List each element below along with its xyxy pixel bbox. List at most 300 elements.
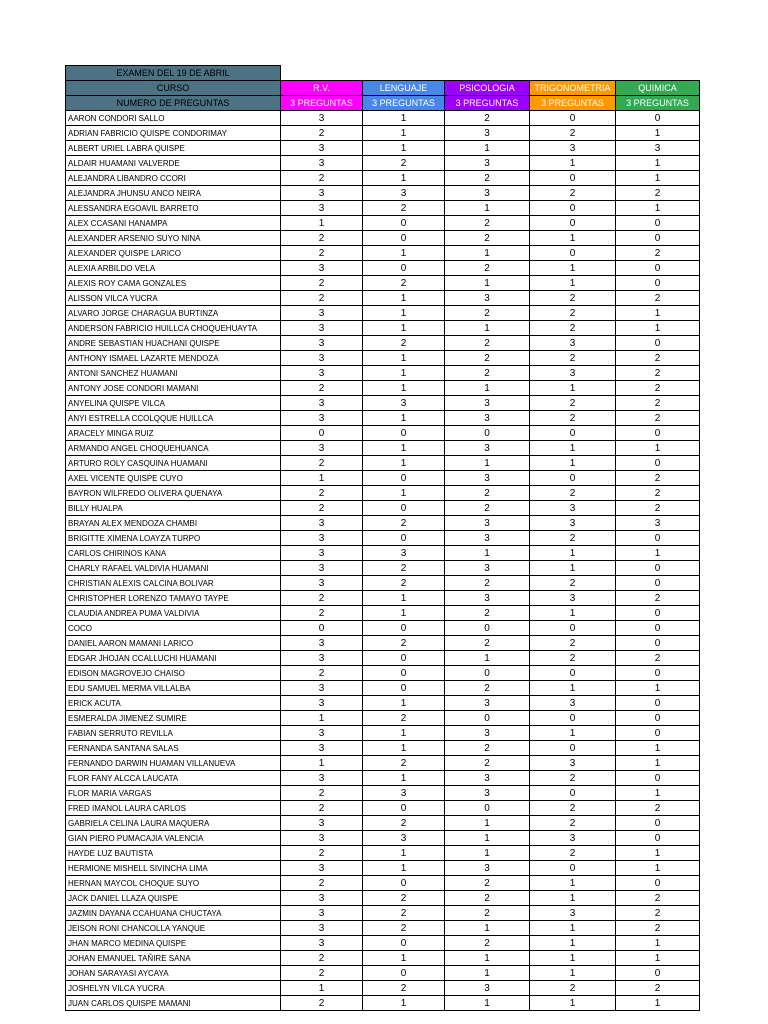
score-cell[interactable]: 2: [445, 216, 530, 231]
score-cell[interactable]: 2: [363, 201, 445, 216]
score-cell[interactable]: 2: [281, 951, 363, 966]
score-cell[interactable]: 1: [530, 606, 616, 621]
score-cell[interactable]: 1: [616, 171, 700, 186]
subject-name-cell[interactable]: TRIGONOMETRIA: [530, 81, 616, 96]
score-cell[interactable]: 3: [281, 681, 363, 696]
score-cell[interactable]: 3: [281, 201, 363, 216]
score-cell[interactable]: 1: [530, 726, 616, 741]
score-cell[interactable]: 0: [616, 531, 700, 546]
score-cell[interactable]: 3: [530, 756, 616, 771]
score-cell[interactable]: 3: [281, 306, 363, 321]
score-cell[interactable]: 3: [530, 336, 616, 351]
score-cell[interactable]: 3: [281, 921, 363, 936]
score-cell[interactable]: 2: [363, 816, 445, 831]
score-cell[interactable]: 1: [363, 741, 445, 756]
student-name-cell[interactable]: CHRISTIAN ALEXIS CALCINA BOLIVAR: [66, 576, 281, 591]
score-cell[interactable]: 2: [281, 231, 363, 246]
score-cell[interactable]: 0: [530, 741, 616, 756]
student-name-cell[interactable]: FABIAN SERRUTO REVILLA: [66, 726, 281, 741]
score-cell[interactable]: 3: [445, 396, 530, 411]
student-name-cell[interactable]: FLOR FANY ALCCA LAUCATA: [66, 771, 281, 786]
score-cell[interactable]: 2: [616, 906, 700, 921]
score-cell[interactable]: 0: [445, 666, 530, 681]
score-cell[interactable]: 2: [616, 351, 700, 366]
student-name-cell[interactable]: COCO: [66, 621, 281, 636]
score-cell[interactable]: 0: [616, 696, 700, 711]
student-name-cell[interactable]: BRAYAN ALEX MENDOZA CHAMBI: [66, 516, 281, 531]
score-cell[interactable]: 0: [616, 576, 700, 591]
score-cell[interactable]: 3: [616, 516, 700, 531]
score-cell[interactable]: 1: [281, 711, 363, 726]
score-cell[interactable]: 2: [445, 366, 530, 381]
student-name-cell[interactable]: ARTURO ROLY CASQUINA HUAMANI: [66, 456, 281, 471]
score-cell[interactable]: 3: [281, 906, 363, 921]
score-cell[interactable]: 1: [445, 456, 530, 471]
score-cell[interactable]: 1: [363, 591, 445, 606]
score-cell[interactable]: 0: [530, 666, 616, 681]
score-cell[interactable]: 3: [281, 936, 363, 951]
score-cell[interactable]: 1: [445, 546, 530, 561]
score-cell[interactable]: 2: [530, 306, 616, 321]
score-cell[interactable]: 3: [281, 861, 363, 876]
score-cell[interactable]: 2: [281, 591, 363, 606]
curso-label-cell[interactable]: CURSO: [66, 81, 281, 96]
score-cell[interactable]: 3: [530, 366, 616, 381]
score-cell[interactable]: 2: [530, 486, 616, 501]
score-cell[interactable]: 3: [363, 786, 445, 801]
score-cell[interactable]: 2: [281, 786, 363, 801]
student-name-cell[interactable]: BRIGITTE XIMENA LOAYZA TURPO: [66, 531, 281, 546]
score-cell[interactable]: 1: [616, 936, 700, 951]
score-cell[interactable]: 2: [445, 906, 530, 921]
student-name-cell[interactable]: ESMERALDA JIMENEZ SUMIRE: [66, 711, 281, 726]
score-cell[interactable]: 0: [530, 861, 616, 876]
score-cell[interactable]: 3: [363, 396, 445, 411]
student-name-cell[interactable]: FRED IMANOL LAURA CARLOS: [66, 801, 281, 816]
subject-questions-cell[interactable]: 3 PREGUNTAS: [616, 96, 700, 111]
score-cell[interactable]: 1: [363, 486, 445, 501]
score-cell[interactable]: 3: [281, 141, 363, 156]
score-cell[interactable]: 3: [445, 441, 530, 456]
score-cell[interactable]: 2: [530, 576, 616, 591]
score-cell[interactable]: 3: [445, 411, 530, 426]
score-cell[interactable]: 2: [530, 816, 616, 831]
score-cell[interactable]: 3: [363, 831, 445, 846]
score-cell[interactable]: 2: [363, 156, 445, 171]
subject-name-cell[interactable]: QUIMICA: [616, 81, 700, 96]
score-cell[interactable]: 1: [445, 951, 530, 966]
score-cell[interactable]: 3: [281, 441, 363, 456]
score-cell[interactable]: 2: [616, 246, 700, 261]
score-cell[interactable]: 2: [281, 501, 363, 516]
score-cell[interactable]: 3: [281, 351, 363, 366]
student-name-cell[interactable]: ALESSANDRA EGOAVIL BARRETO: [66, 201, 281, 216]
score-cell[interactable]: 2: [616, 411, 700, 426]
score-cell[interactable]: 2: [530, 636, 616, 651]
score-cell[interactable]: 3: [445, 981, 530, 996]
score-cell[interactable]: 2: [281, 126, 363, 141]
score-cell[interactable]: 0: [616, 621, 700, 636]
score-cell[interactable]: 3: [445, 771, 530, 786]
score-cell[interactable]: 0: [363, 471, 445, 486]
score-cell[interactable]: 1: [445, 846, 530, 861]
score-cell[interactable]: 3: [445, 786, 530, 801]
score-cell[interactable]: 3: [281, 771, 363, 786]
student-name-cell[interactable]: ALEJANDRA LIBANDRO CCORI: [66, 171, 281, 186]
score-cell[interactable]: 0: [616, 606, 700, 621]
score-cell[interactable]: 0: [363, 876, 445, 891]
score-cell[interactable]: 1: [616, 306, 700, 321]
score-cell[interactable]: 1: [363, 951, 445, 966]
student-name-cell[interactable]: BILLY HUALPA: [66, 501, 281, 516]
score-cell[interactable]: 3: [281, 261, 363, 276]
score-cell[interactable]: 1: [363, 366, 445, 381]
score-cell[interactable]: 2: [281, 276, 363, 291]
score-cell[interactable]: 0: [616, 231, 700, 246]
student-name-cell[interactable]: ANTONY JOSE CONDORI MAMANI: [66, 381, 281, 396]
score-cell[interactable]: 2: [530, 126, 616, 141]
score-cell[interactable]: 2: [445, 351, 530, 366]
student-name-cell[interactable]: GIAN PIERO PUMACAJIA VALENCIA: [66, 831, 281, 846]
score-cell[interactable]: 0: [363, 966, 445, 981]
score-cell[interactable]: 3: [530, 141, 616, 156]
score-cell[interactable]: 2: [445, 606, 530, 621]
score-cell[interactable]: 1: [363, 246, 445, 261]
score-cell[interactable]: 2: [281, 606, 363, 621]
score-cell[interactable]: 0: [616, 966, 700, 981]
score-cell[interactable]: 2: [445, 486, 530, 501]
subject-questions-cell[interactable]: 3 PREGUNTAS: [281, 96, 363, 111]
score-cell[interactable]: 3: [445, 561, 530, 576]
score-cell[interactable]: 1: [616, 756, 700, 771]
score-cell[interactable]: 0: [530, 711, 616, 726]
student-name-cell[interactable]: ANTONI SANCHEZ HUAMANI: [66, 366, 281, 381]
score-cell[interactable]: 0: [363, 801, 445, 816]
score-cell[interactable]: 2: [616, 486, 700, 501]
student-name-cell[interactable]: JOSHELYN VILCA YUCRA: [66, 981, 281, 996]
subject-questions-cell[interactable]: 3 PREGUNTAS: [530, 96, 616, 111]
score-cell[interactable]: 0: [363, 621, 445, 636]
student-name-cell[interactable]: EDISON MAGROVEJO CHAISO: [66, 666, 281, 681]
score-cell[interactable]: 0: [616, 276, 700, 291]
score-cell[interactable]: 3: [445, 861, 530, 876]
score-cell[interactable]: 1: [363, 306, 445, 321]
score-cell[interactable]: 3: [445, 516, 530, 531]
score-cell[interactable]: 2: [363, 636, 445, 651]
score-cell[interactable]: 2: [445, 576, 530, 591]
score-cell[interactable]: 1: [616, 861, 700, 876]
score-cell[interactable]: 2: [445, 261, 530, 276]
score-cell[interactable]: 1: [530, 441, 616, 456]
student-name-cell[interactable]: ALEXIS ROY CAMA GONZALES: [66, 276, 281, 291]
score-cell[interactable]: 1: [530, 546, 616, 561]
score-cell[interactable]: 0: [445, 711, 530, 726]
score-cell[interactable]: 2: [363, 756, 445, 771]
score-cell[interactable]: 1: [530, 381, 616, 396]
score-cell[interactable]: 2: [445, 891, 530, 906]
score-cell[interactable]: 1: [445, 921, 530, 936]
score-cell[interactable]: 3: [281, 186, 363, 201]
score-cell[interactable]: 0: [530, 216, 616, 231]
student-name-cell[interactable]: FLOR MARIA VARGAS: [66, 786, 281, 801]
score-cell[interactable]: 0: [616, 816, 700, 831]
student-name-cell[interactable]: CARLOS CHIRINOS KANA: [66, 546, 281, 561]
score-cell[interactable]: 2: [616, 981, 700, 996]
score-cell[interactable]: 0: [530, 621, 616, 636]
score-cell[interactable]: 1: [445, 651, 530, 666]
score-cell[interactable]: 1: [530, 231, 616, 246]
score-cell[interactable]: 0: [616, 261, 700, 276]
score-cell[interactable]: 2: [616, 366, 700, 381]
student-name-cell[interactable]: ARMANDO ANGEL CHOQUEHUANCA: [66, 441, 281, 456]
score-cell[interactable]: 0: [616, 216, 700, 231]
student-name-cell[interactable]: HERNAN MAYCOL CHOQUE SUYO: [66, 876, 281, 891]
score-cell[interactable]: 0: [616, 456, 700, 471]
score-cell[interactable]: 2: [363, 921, 445, 936]
score-cell[interactable]: 1: [530, 276, 616, 291]
score-cell[interactable]: 1: [363, 381, 445, 396]
student-name-cell[interactable]: ANYELINA QUISPE VILCA: [66, 396, 281, 411]
score-cell[interactable]: 0: [281, 426, 363, 441]
student-name-cell[interactable]: GABRIELA CELINA LAURA MAQUERA: [66, 816, 281, 831]
score-cell[interactable]: 0: [530, 471, 616, 486]
score-cell[interactable]: 3: [281, 741, 363, 756]
score-cell[interactable]: 1: [363, 111, 445, 126]
score-cell[interactable]: 3: [281, 516, 363, 531]
score-cell[interactable]: 0: [616, 636, 700, 651]
score-cell[interactable]: 2: [445, 111, 530, 126]
score-cell[interactable]: 3: [530, 516, 616, 531]
score-cell[interactable]: 1: [530, 891, 616, 906]
score-cell[interactable]: 0: [281, 621, 363, 636]
score-cell[interactable]: 0: [616, 336, 700, 351]
score-cell[interactable]: 1: [363, 141, 445, 156]
score-cell[interactable]: 1: [530, 921, 616, 936]
student-name-cell[interactable]: JHAN MARCO MEDINA QUISPE: [66, 936, 281, 951]
subject-questions-cell[interactable]: 3 PREGUNTAS: [363, 96, 445, 111]
score-cell[interactable]: 1: [616, 201, 700, 216]
score-cell[interactable]: 1: [363, 996, 445, 1011]
score-cell[interactable]: 3: [530, 831, 616, 846]
score-cell[interactable]: 3: [281, 336, 363, 351]
score-cell[interactable]: 0: [363, 681, 445, 696]
score-cell[interactable]: 0: [363, 426, 445, 441]
score-cell[interactable]: 2: [281, 996, 363, 1011]
score-cell[interactable]: 2: [363, 516, 445, 531]
score-cell[interactable]: 1: [363, 696, 445, 711]
score-cell[interactable]: 0: [530, 426, 616, 441]
score-cell[interactable]: 0: [363, 531, 445, 546]
score-cell[interactable]: 0: [616, 111, 700, 126]
score-cell[interactable]: 1: [445, 996, 530, 1011]
score-cell[interactable]: 2: [445, 231, 530, 246]
score-cell[interactable]: 2: [530, 846, 616, 861]
score-cell[interactable]: 3: [445, 531, 530, 546]
score-cell[interactable]: 1: [616, 786, 700, 801]
score-cell[interactable]: 3: [363, 186, 445, 201]
score-cell[interactable]: 2: [530, 651, 616, 666]
subject-name-cell[interactable]: R.V.: [281, 81, 363, 96]
score-cell[interactable]: 2: [530, 321, 616, 336]
score-cell[interactable]: 1: [363, 291, 445, 306]
score-cell[interactable]: 1: [616, 741, 700, 756]
student-name-cell[interactable]: ALDAIR HUAMANI VALVERDE: [66, 156, 281, 171]
score-cell[interactable]: 1: [363, 441, 445, 456]
score-cell[interactable]: 2: [616, 501, 700, 516]
score-cell[interactable]: 3: [281, 651, 363, 666]
score-cell[interactable]: 2: [530, 771, 616, 786]
score-cell[interactable]: 2: [363, 891, 445, 906]
score-cell[interactable]: 2: [530, 531, 616, 546]
score-cell[interactable]: 3: [281, 891, 363, 906]
score-cell[interactable]: 2: [281, 846, 363, 861]
score-cell[interactable]: 2: [445, 336, 530, 351]
student-name-cell[interactable]: AXEL VICENTE QUISPE CUYO: [66, 471, 281, 486]
score-cell[interactable]: 3: [363, 546, 445, 561]
score-cell[interactable]: 2: [445, 306, 530, 321]
score-cell[interactable]: 2: [281, 666, 363, 681]
score-cell[interactable]: 0: [445, 426, 530, 441]
score-cell[interactable]: 3: [445, 186, 530, 201]
score-cell[interactable]: 2: [363, 711, 445, 726]
score-cell[interactable]: 1: [530, 996, 616, 1011]
score-cell[interactable]: 2: [530, 186, 616, 201]
score-cell[interactable]: 1: [281, 216, 363, 231]
student-name-cell[interactable]: ERICK ACUTA: [66, 696, 281, 711]
score-cell[interactable]: 0: [530, 111, 616, 126]
score-cell[interactable]: 2: [281, 876, 363, 891]
score-cell[interactable]: 3: [281, 321, 363, 336]
score-cell[interactable]: 3: [530, 591, 616, 606]
student-name-cell[interactable]: JUAN CARLOS QUISPE MAMANI: [66, 996, 281, 1011]
student-name-cell[interactable]: JOHAN EMANUEL TAÑIRE SANA: [66, 951, 281, 966]
score-cell[interactable]: 1: [281, 981, 363, 996]
score-cell[interactable]: 1: [616, 321, 700, 336]
score-cell[interactable]: 0: [530, 786, 616, 801]
score-cell[interactable]: 2: [616, 396, 700, 411]
student-name-cell[interactable]: ANYI ESTRELLA CCOLQQUE HUILLCA: [66, 411, 281, 426]
score-cell[interactable]: 0: [363, 231, 445, 246]
score-cell[interactable]: 2: [616, 801, 700, 816]
score-cell[interactable]: 2: [616, 186, 700, 201]
score-cell[interactable]: 3: [445, 126, 530, 141]
student-name-cell[interactable]: HAYDE LUZ BAUTISTA: [66, 846, 281, 861]
score-cell[interactable]: 0: [363, 936, 445, 951]
score-cell[interactable]: 2: [281, 246, 363, 261]
score-cell[interactable]: 1: [530, 456, 616, 471]
score-cell[interactable]: 1: [363, 321, 445, 336]
score-cell[interactable]: 3: [445, 696, 530, 711]
score-cell[interactable]: 1: [281, 756, 363, 771]
student-name-cell[interactable]: AARON CONDORI SALLO: [66, 111, 281, 126]
score-cell[interactable]: 1: [530, 261, 616, 276]
score-cell[interactable]: 2: [281, 486, 363, 501]
score-cell[interactable]: 0: [363, 261, 445, 276]
student-name-cell[interactable]: ANTHONY ISMAEL LAZARTE MENDOZA: [66, 351, 281, 366]
student-name-cell[interactable]: ALEXIA ARBILDO VELA: [66, 261, 281, 276]
score-cell[interactable]: 0: [363, 651, 445, 666]
student-name-cell[interactable]: FERNANDA SANTANA SALAS: [66, 741, 281, 756]
score-cell[interactable]: 0: [445, 801, 530, 816]
student-name-cell[interactable]: ADRIAN FABRICIO QUISPE CONDORIMAY: [66, 126, 281, 141]
score-cell[interactable]: 1: [530, 936, 616, 951]
score-cell[interactable]: 1: [445, 321, 530, 336]
student-name-cell[interactable]: ALEXANDER ARSENIO SUYO NINA: [66, 231, 281, 246]
score-cell[interactable]: 1: [616, 126, 700, 141]
student-name-cell[interactable]: FERNANDO DARWIN HUAMAN VILLANUEVA: [66, 756, 281, 771]
score-cell[interactable]: 0: [616, 726, 700, 741]
score-cell[interactable]: 2: [281, 291, 363, 306]
student-name-cell[interactable]: ALEJANDRA JHUNSU ANCO NEIRA: [66, 186, 281, 201]
subject-name-cell[interactable]: PSICOLOGIA: [445, 81, 530, 96]
student-name-cell[interactable]: ANDERSON FABRICIO HUILLCA CHOQUEHUAYTA: [66, 321, 281, 336]
score-cell[interactable]: 1: [616, 681, 700, 696]
score-cell[interactable]: 0: [445, 621, 530, 636]
score-cell[interactable]: 1: [616, 846, 700, 861]
score-cell[interactable]: 1: [363, 846, 445, 861]
score-cell[interactable]: 1: [445, 141, 530, 156]
score-cell[interactable]: 3: [281, 831, 363, 846]
score-cell[interactable]: 2: [530, 411, 616, 426]
student-name-cell[interactable]: ALEX CCASANI HANAMPA: [66, 216, 281, 231]
score-cell[interactable]: 2: [363, 561, 445, 576]
student-name-cell[interactable]: HERMIONE MISHELL SIVINCHA LIMA: [66, 861, 281, 876]
score-cell[interactable]: 2: [530, 396, 616, 411]
score-cell[interactable]: 3: [281, 576, 363, 591]
student-name-cell[interactable]: JOHAN SARAYASI AYCAYA: [66, 966, 281, 981]
score-cell[interactable]: 0: [363, 216, 445, 231]
score-cell[interactable]: 2: [530, 351, 616, 366]
score-cell[interactable]: 1: [616, 996, 700, 1011]
score-cell[interactable]: 2: [445, 501, 530, 516]
score-cell[interactable]: 2: [445, 756, 530, 771]
score-cell[interactable]: 2: [445, 636, 530, 651]
student-name-cell[interactable]: JEISON RONI CHANCOLLA YANQUE: [66, 921, 281, 936]
preguntas-label-cell[interactable]: NUMERO DE PREGUNTAS: [66, 96, 281, 111]
score-cell[interactable]: 2: [616, 651, 700, 666]
subject-name-cell[interactable]: LENGUAJE: [363, 81, 445, 96]
score-cell[interactable]: 1: [363, 171, 445, 186]
student-name-cell[interactable]: BAYRON WILFREDO OLIVERA QUENAYA: [66, 486, 281, 501]
score-cell[interactable]: 2: [281, 381, 363, 396]
student-name-cell[interactable]: CLAUDIA ANDREA PUMA VALDIVIA: [66, 606, 281, 621]
score-cell[interactable]: 1: [616, 441, 700, 456]
score-cell[interactable]: 2: [363, 336, 445, 351]
score-cell[interactable]: 1: [363, 126, 445, 141]
score-cell[interactable]: 1: [363, 771, 445, 786]
score-cell[interactable]: 3: [281, 816, 363, 831]
student-name-cell[interactable]: JACK DANIEL LLAZA QUISPE: [66, 891, 281, 906]
score-cell[interactable]: 2: [616, 291, 700, 306]
score-cell[interactable]: 1: [530, 561, 616, 576]
score-cell[interactable]: 1: [363, 456, 445, 471]
score-cell[interactable]: 2: [363, 276, 445, 291]
score-cell[interactable]: 1: [363, 411, 445, 426]
score-cell[interactable]: 3: [281, 366, 363, 381]
score-cell[interactable]: 3: [281, 531, 363, 546]
score-cell[interactable]: 2: [445, 171, 530, 186]
score-cell[interactable]: 0: [363, 666, 445, 681]
score-cell[interactable]: 2: [530, 801, 616, 816]
score-cell[interactable]: 2: [530, 981, 616, 996]
score-cell[interactable]: 1: [445, 831, 530, 846]
score-cell[interactable]: 3: [281, 636, 363, 651]
score-cell[interactable]: 0: [363, 501, 445, 516]
score-cell[interactable]: 2: [445, 936, 530, 951]
score-cell[interactable]: 0: [616, 561, 700, 576]
score-cell[interactable]: 2: [281, 801, 363, 816]
score-cell[interactable]: 0: [530, 201, 616, 216]
